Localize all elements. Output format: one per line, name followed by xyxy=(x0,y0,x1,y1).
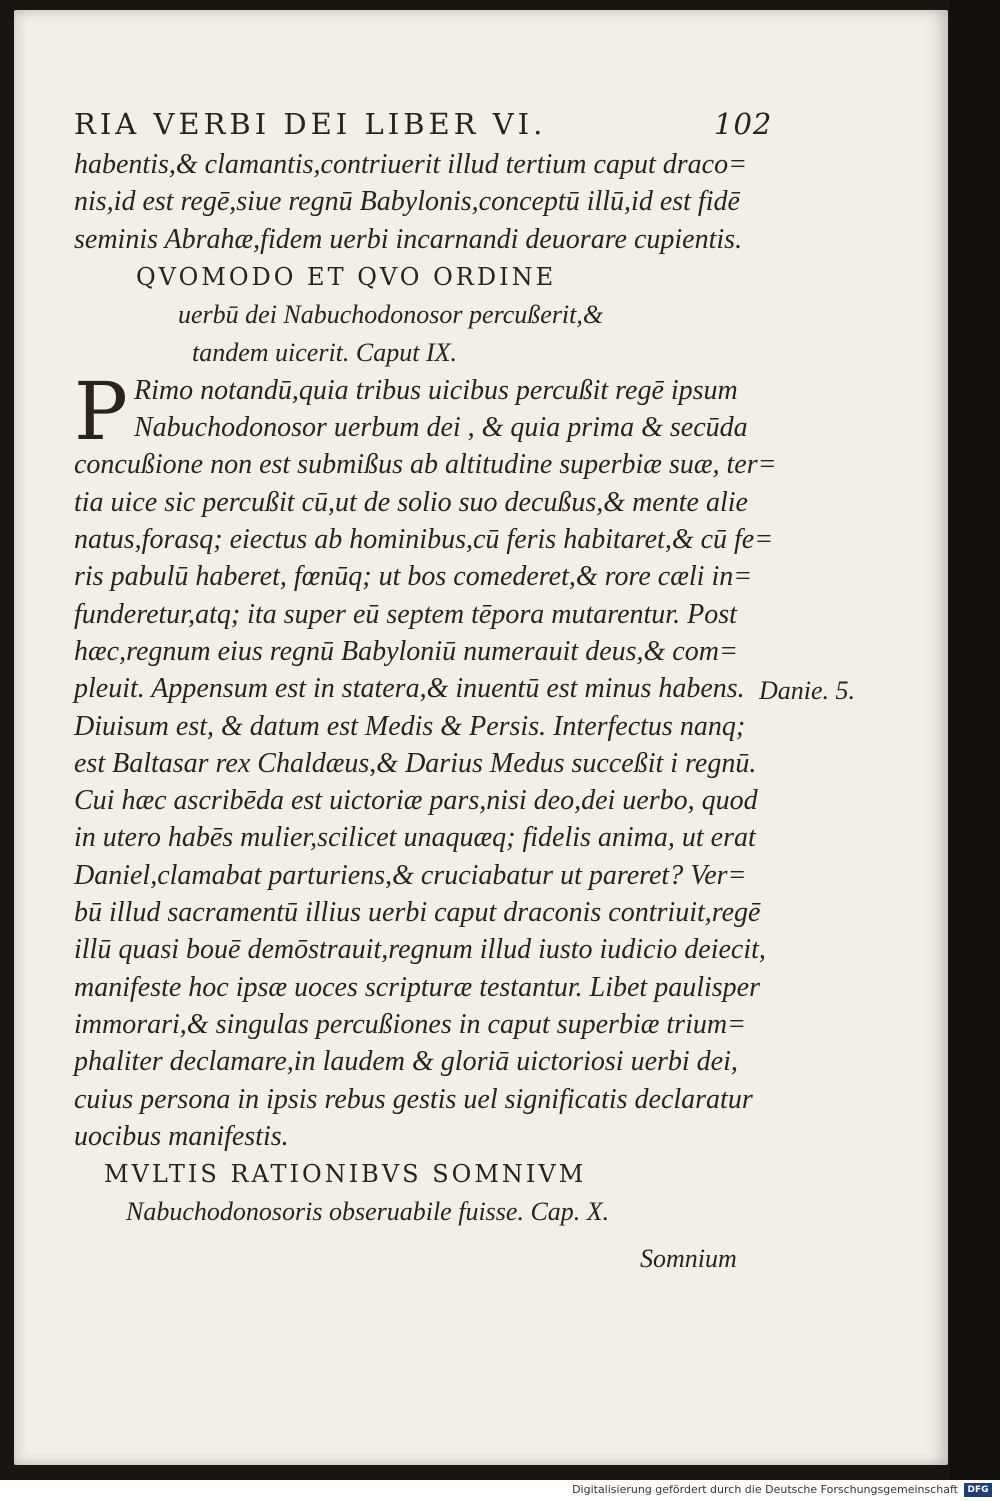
text-line: cuius persona in ipsis rebus gestis uel significatis declaratur xyxy=(74,1083,753,1115)
footer-credit: Digitalisierung gefördert durch die Deutsche Forschungsgemeinschaft xyxy=(572,1483,958,1496)
text-line: funderetur,atq; ita super eū septem tēpora mutarentur. Post xyxy=(74,598,737,630)
chapter-subheading: tandem uicerit. Caput IX. xyxy=(192,337,458,367)
chapter-heading-10: MVLTIS RATIONIBVS SOMNIVM xyxy=(104,1160,587,1189)
text-line: pleuit. Appensum est in statera,& inuentū est minus habens. xyxy=(74,673,745,705)
text-line: tia uice sic percußit cū,ut de solio suo decußus,& mente alie xyxy=(74,486,748,518)
text-line: concußione non est submißus ab altitudine superbiæ suæ, ter= xyxy=(74,449,777,481)
text-line: bū illud sacramentū illius uerbi caput draconis contriuit,regē xyxy=(74,897,761,929)
text-line: nis,id est regē,siue regnū Babylonis,conceptū illū,id est fidē xyxy=(74,186,740,218)
text-line: in utero habēs mulier,scilicet unaquæq; fidelis anima, ut erat xyxy=(74,822,756,854)
text-line: manifeste hoc ipsæ uoces scripturæ testantur. Libet paulisper xyxy=(74,971,760,1003)
text-line: natus,forasq; eiectus ab hominibus,cū feris habitaret,& cū fe= xyxy=(74,524,774,556)
catchword: Somnium xyxy=(640,1244,737,1273)
text-line: seminis Abrahæ,fidem uerbi incarnandi deuorare cupientis. xyxy=(74,223,743,255)
text-line: est Baltasar rex Chaldæus,& Darius Medus succeßit i regnū. xyxy=(74,747,757,779)
text-line: habentis,& clamantis,contriuerit illud tertium caput draco= xyxy=(74,149,747,180)
chapter-heading-9: QVOMODO ET QVO ORDINE xyxy=(136,262,557,291)
text-line: phaliter declamare,in laudem & gloriā uictoriosi uerbi dei, xyxy=(74,1046,738,1078)
running-head-title: RIA VERBI DEI LIBER VI. xyxy=(74,107,547,141)
page-text-block xyxy=(74,102,777,1231)
drop-cap: P xyxy=(74,364,128,458)
text-line: immorari,& singulas percußiones in caput superbiæ trium= xyxy=(74,1008,746,1040)
margin-note: Danie. 5. xyxy=(759,676,856,705)
text-line: hæc,regnum eius regnū Babyloniū numerauit deus,& com= xyxy=(74,635,738,667)
dfg-logo-icon: DFG xyxy=(964,1483,992,1497)
text-line: illū quasi bouē demōstrauit,regnum illud iusto iudicio deiecit, xyxy=(74,934,766,966)
chapter-body xyxy=(74,364,777,1155)
text-line: Diuisum est, & datum est Medis & Persis. Interfectus nanq; xyxy=(74,710,746,742)
chapter-subheading: Nabuchodonosoris obseruabile fuisse. Cap. X. xyxy=(126,1197,610,1227)
running-head xyxy=(74,102,774,146)
text-line: uocibus manifestis. xyxy=(74,1120,289,1152)
text-line: Nabuchodonosor uerbum dei , & quia prima & secūda xyxy=(134,412,748,444)
chapter-subheading: uerbū dei Nabuchodonosor percußerit,& xyxy=(178,299,604,329)
footer-bar xyxy=(0,1480,1000,1501)
scan-edge-strip xyxy=(950,0,1000,1480)
text-line: Rimo notandū,quia tribus uicibus percußit regē ipsum xyxy=(134,374,738,406)
text-line: Cui hæc ascribēda est uictoriæ pars,nisi deo,dei uerbo, quod xyxy=(74,785,758,817)
text-line: ris pabulū haberet, fœnūq; ut bos comederet,& rore cæli in= xyxy=(74,561,753,593)
page-number: 102 xyxy=(714,107,773,141)
text-line: Daniel,clamabat parturiens,& cruciabatur ut pareret? Ver= xyxy=(74,859,747,891)
